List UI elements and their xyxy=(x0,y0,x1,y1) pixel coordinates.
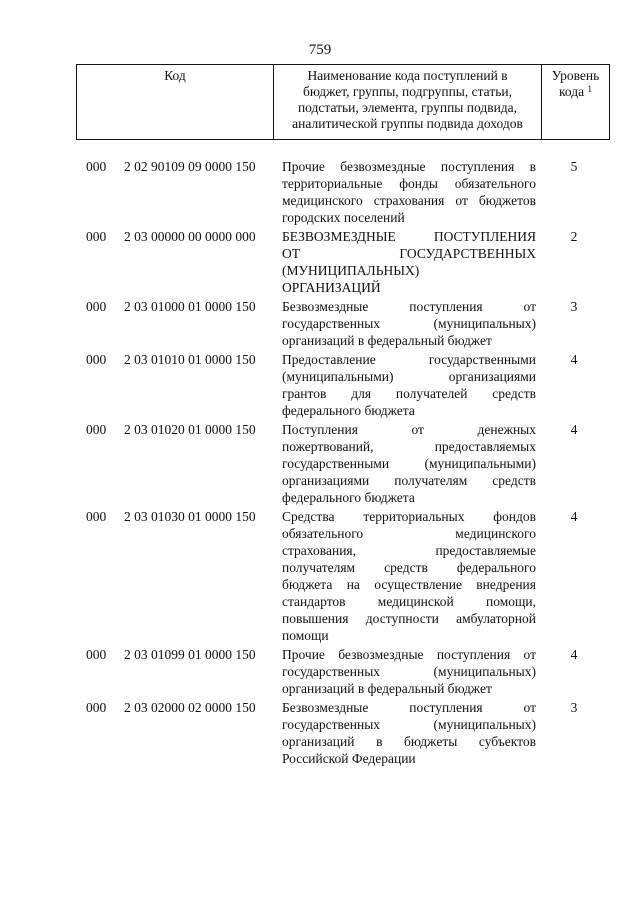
row-name-line: страхования, предоставляемые xyxy=(282,543,536,558)
header-level-line1: Уровень xyxy=(551,68,600,83)
row-prefix: 000 xyxy=(86,700,107,715)
header-name-line: Наименование кода поступлений в xyxy=(307,68,508,83)
row-name-line: грантов для получателей средств xyxy=(282,386,536,401)
header-name-line: аналитической группы подвида доходов xyxy=(292,116,523,131)
header-name xyxy=(274,65,542,139)
row-name-line: Безвозмездные поступления от xyxy=(282,700,536,715)
row-level: 4 xyxy=(570,509,578,524)
row-code: 2 03 01000 01 0000 150 xyxy=(124,299,256,314)
row-name-line: обязательного медицинского xyxy=(282,526,536,541)
header-code: Код xyxy=(77,65,274,139)
row-prefix: 000 xyxy=(86,647,107,662)
row-name-line: БЕЗВОЗМЕЗДНЫЕ ПОСТУПЛЕНИЯ xyxy=(282,229,536,244)
row-level: 5 xyxy=(570,159,578,174)
row-name-line: организаций в федеральный бюджет xyxy=(282,681,492,696)
row-name-line: организаций в бюджеты субъектов xyxy=(282,734,536,749)
row-name-line: территориальные фонды обязательного xyxy=(282,176,536,191)
row-prefix: 000 xyxy=(86,299,107,314)
row-code: 2 03 01020 01 0000 150 xyxy=(124,422,256,437)
row-name-line: бюджета на осуществление внедрения xyxy=(282,577,536,592)
row-name-line: (муниципальными) организациями xyxy=(282,369,536,384)
row-name-line: государственными (муниципальными) xyxy=(282,456,536,471)
row-name-line: государственных (муниципальных) xyxy=(282,717,536,732)
row-prefix: 000 xyxy=(86,159,107,174)
row-code: 2 03 00000 00 0000 000 xyxy=(124,229,256,244)
row-name-line: ОРГАНИЗАЦИЙ xyxy=(282,280,381,295)
row-level: 3 xyxy=(570,299,578,314)
row-name-line: городских поселений xyxy=(282,210,405,225)
header-level xyxy=(542,65,609,139)
row-code: 2 03 01030 01 0000 150 xyxy=(124,509,256,524)
row-name-line: стандартов медицинской помощи, xyxy=(282,594,536,609)
row-prefix: 000 xyxy=(86,509,107,524)
row-level: 4 xyxy=(570,352,578,367)
table-header xyxy=(76,64,610,140)
row-code: 2 02 90109 09 0000 150 xyxy=(124,159,256,174)
row-name-line: федерального бюджета xyxy=(282,403,415,418)
row-code: 2 03 02000 02 0000 150 xyxy=(124,700,256,715)
row-name-line: организаций в федеральный бюджет xyxy=(282,333,492,348)
row-name-line: Поступления от денежных xyxy=(282,422,536,437)
row-name xyxy=(282,699,536,767)
row-name-line: ОТ ГОСУДАРСТВЕННЫХ xyxy=(282,246,536,261)
row-prefix: 000 xyxy=(86,422,107,437)
row-name-line: Прочие безвозмездные поступления в xyxy=(282,159,536,174)
header-name-line: бюджет, группы, подгруппы, статьи, xyxy=(303,84,512,99)
row-level: 4 xyxy=(570,422,578,437)
row-name xyxy=(282,351,536,419)
row-code: 2 03 01010 01 0000 150 xyxy=(124,352,256,367)
row-name xyxy=(282,158,536,226)
row-level: 2 xyxy=(570,229,578,244)
row-name xyxy=(282,508,536,644)
footnote-marker: 1 xyxy=(587,84,592,94)
row-name-line: пожертвований, предоставляемых xyxy=(282,439,536,454)
row-name-line: получателям средств федерального xyxy=(282,560,536,575)
row-name-line: Безвозмездные поступления от xyxy=(282,299,536,314)
row-name-line: государственных (муниципальных) xyxy=(282,316,536,331)
page-number: 759 xyxy=(308,42,332,58)
header-name-line: подстатьи, элемента, группы подвида, xyxy=(297,100,518,115)
row-name xyxy=(282,646,536,697)
row-level: 4 xyxy=(570,647,578,662)
row-name-line: федерального бюджета xyxy=(282,490,415,505)
row-name xyxy=(282,228,536,296)
row-prefix: 000 xyxy=(86,352,107,367)
row-name-line: помощи xyxy=(282,628,329,643)
row-level: 3 xyxy=(570,700,578,715)
row-name-line: Российской Федерации xyxy=(282,751,416,766)
row-name-line: Предоставление государственными xyxy=(282,352,536,367)
row-name xyxy=(282,298,536,349)
header-level-text: кода xyxy=(559,84,585,99)
row-name-line: Средства территориальных фондов xyxy=(282,509,536,524)
row-name-line: организациями получателям средств xyxy=(282,473,536,488)
row-code: 2 03 01099 01 0000 150 xyxy=(124,647,256,662)
row-name-line: Прочие безвозмездные поступления от xyxy=(282,647,536,662)
row-name-line: медицинского страхования от бюджетов xyxy=(282,193,536,208)
row-name-line: повышения доступности амбулаторной xyxy=(282,611,536,626)
row-name xyxy=(282,421,536,506)
row-name-line: (МУНИЦИПАЛЬНЫХ) xyxy=(282,263,420,278)
row-name-line: государственных (муниципальных) xyxy=(282,664,536,679)
header-level-line2 xyxy=(542,84,609,100)
row-prefix: 000 xyxy=(86,229,107,244)
